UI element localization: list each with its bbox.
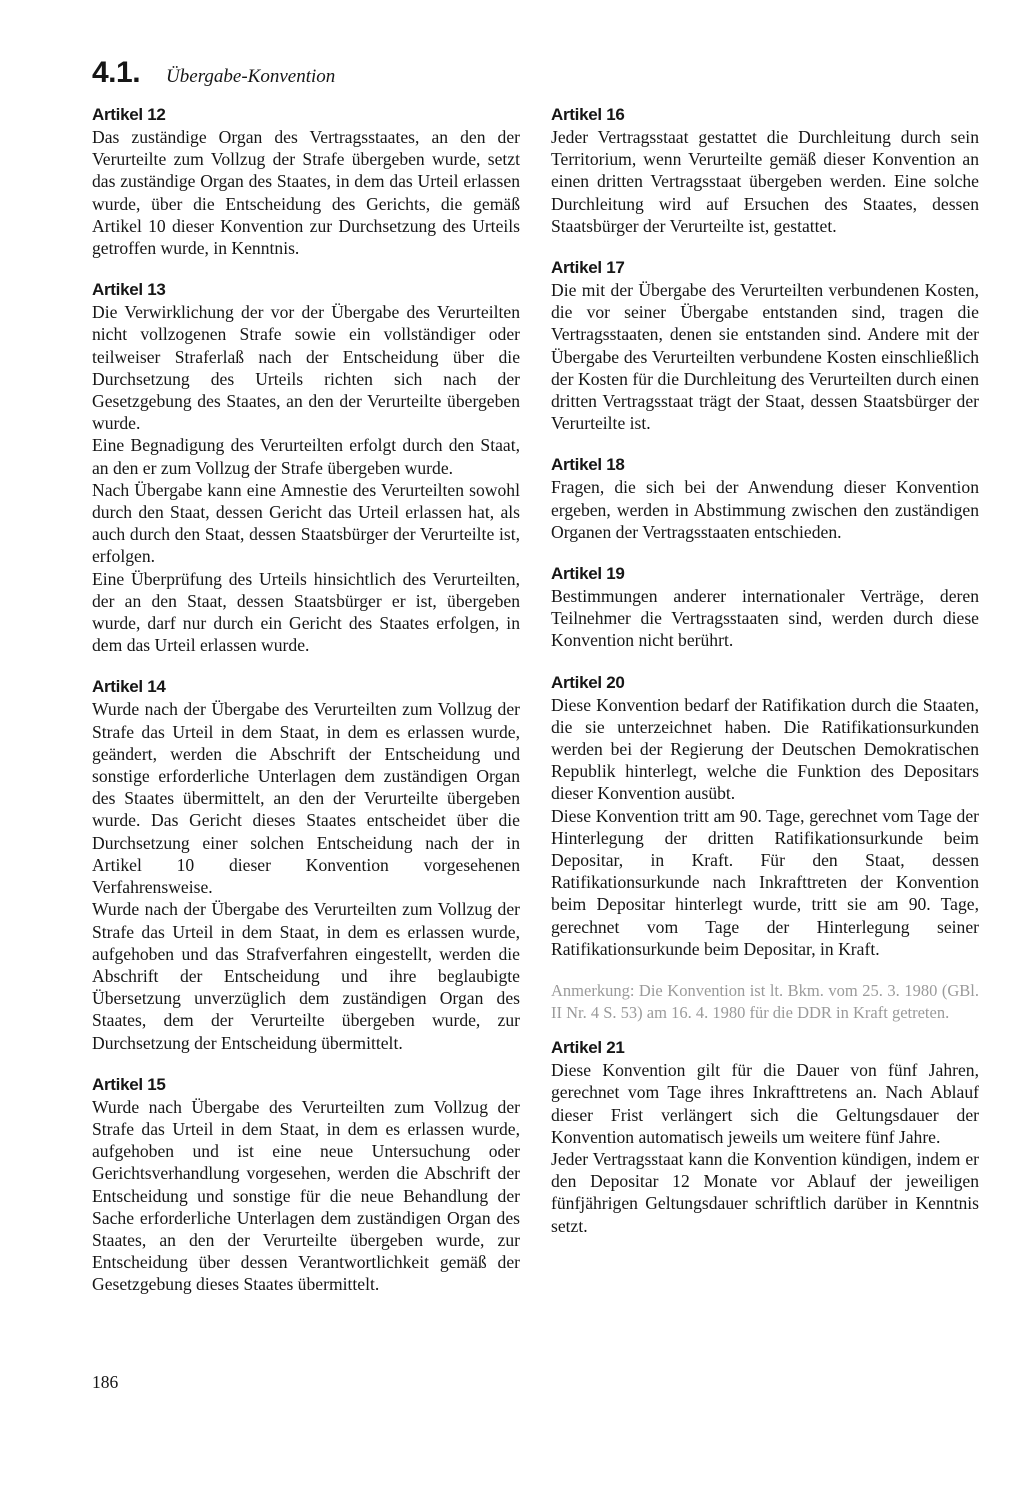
article-paragraph: Jeder Vertragsstaat kann die Konvention kündigen, indem er den Depositar 12 Monate vor Ablauf der jeweiligen fünfjährigen Geltungsdauer schriftlich darüber in Kenntnis setzt.: [551, 1148, 979, 1236]
article-paragraph: Die mit der Übergabe des Verurteilten verbundenen Kosten, die vor seiner Übergabe entstanden sind, tragen die Vertragsstaaten, denen sie entstanden sind. Andere mit der Übergabe des Verurteilten verbundene Kosten einschließlich der Kosten für die Durchleitung des Verurteilten durch einen dritten Vertragsstaat trägt der Staat, dessen Staatsbürger der Verurteilte ist.: [551, 280, 979, 434]
chapter-number: 4.1.: [92, 56, 141, 89]
chapter-title: Übergabe-Konvention: [166, 66, 336, 87]
article-paragraph: Wurde nach der Übergabe des Verurteilten zum Vollzug der Strafe das Urteil in dem Staat, in dem es erlassen wurde, geändert, werden die Abschrift der Entscheidung und sonstige erforderliche Unterlagen dem zuständigen Organ des Staates übermittelt, an den der Verurteilte übergeben wurde. Das Gericht dieses Staates entscheidet über die Durchsetzung einer solchen Entscheidung nach der in Artikel 10 dieser Konvention vorgesehenen Verfahrensweise.: [92, 699, 520, 898]
article-18: [551, 454, 979, 543]
article-paragraph: Eine Überprüfung des Urteils hinsichtlich des Verurteilten, der an den Staat, dessen Staatsbürger er ist, übergeben wurde, darf nur durch ein Gericht des Staates erfolgen, in dem das Urteil erlassen wurde.: [92, 568, 520, 656]
article-16: [551, 104, 979, 237]
article-heading: Artikel 13: [92, 280, 166, 300]
article-19: [551, 563, 979, 652]
article-heading: Artikel 15: [92, 1074, 166, 1094]
article-paragraph: Jeder Vertragsstaat gestattet die Durchleitung durch sein Territorium, wenn Verurteilte gemäß dieser Konvention an einen dritten Vertragsstaat übergeben werden. Eine solche Durchleitung wird auf Ersuchen des Staates, dessen Staatsbürger der Verurteilte ist, gestattet.: [551, 127, 979, 236]
article-paragraph: Wurde nach der Übergabe des Verurteilten zum Vollzug der Strafe das Urteil in dem Staat, in dem es erlassen wurde, aufgehoben und das Strafverfahren eingestellt, werden die Abschrift der Entscheidung und ihre beglaubigte Übersetzung unverzüglich dem zuständigen Organ des Staates, dem der Verurteilte übergeben wurde, zur Durchsetzung der Entscheidung übermittelt.: [92, 899, 520, 1053]
article-paragraph: Nach Übergabe kann eine Amnestie des Verurteilten sowohl durch den Staat, dessen Gericht das Urteil erlassen hat, als auch durch den Staat, dessen Staatsbürger der Verurteilte ist, erfolgen.: [92, 479, 520, 567]
article-paragraph: Das zuständige Organ des Vertragsstaates, an den der Verurteilte zum Vollzug der Strafe übergeben wurde, setzt das zuständige Organ des Staates, in dem das Urteil erlassen wurde, über die Entscheidung des Gerichts, die gemäß Artikel 10 dieser Konvention zur Durchsetzung des Urteils getroffen wurde, in Kenntnis.: [92, 127, 520, 259]
page-header: [92, 56, 335, 90]
article-20: [551, 672, 979, 960]
article-heading: Artikel 21: [551, 1038, 625, 1058]
article-12: [92, 104, 520, 259]
article-paragraph: Diese Konvention gilt für die Dauer von fünf Jahren, gerechnet vom Tage ihres Inkrafttretens an. Nach Ablauf dieser Frist verlängert sich die Geltungsdauer der Konvention automatisch jeweils um weitere fünf Jahre.: [551, 1060, 979, 1147]
article-heading: Artikel 19: [551, 564, 625, 584]
article-heading: Artikel 16: [551, 105, 625, 124]
left-column: [92, 104, 520, 1316]
article-heading: Artikel 18: [551, 455, 625, 475]
article-paragraph: Die Verwirklichung der vor der Übergabe des Verurteilten nicht vollzogenen Strafe sowie ein vollständiger oder teilweiser Straferlaß nach der Entscheidung über die Durchsetzung des Urteils richten sich nach der Gesetzgebung des Staates, an den der Verurteilte übergeben wurde.: [92, 302, 520, 434]
article-17: [551, 257, 979, 434]
article-13: [92, 279, 520, 656]
article-heading: Artikel 20: [551, 672, 625, 692]
article-14: [92, 676, 520, 1053]
page-number: 186: [92, 1372, 119, 1392]
article-paragraph: Diese Konvention tritt am 90. Tage, gerechnet vom Tage der Hinterlegung der dritten Ratifikationsurkunde beim Depositar, in Kraft. Für den Staat, dessen Ratifikationsurkunde nach Inkrafttreten der Konvention beim Depositar hinterlegt wurde, tritt sie am 90. Tage, gerechnet vom Tage der Hinterlegung seiner Ratifikationsurkunde beim Depositar, in Kraft.: [551, 805, 979, 959]
article-paragraph: Fragen, die sich bei der Anwendung dieser Konvention ergeben, werden in Abstimmung zwischen den zuständigen Organen der Vertragsstaaten entschieden.: [551, 477, 979, 542]
article-paragraph: Eine Begnadigung des Verurteilten erfolgt durch den Staat, an den er zum Vollzug der Strafe übergeben wurde.: [92, 435, 520, 478]
article-heading: Artikel 14: [92, 677, 166, 697]
article-paragraph: Bestimmungen anderer internationaler Verträge, deren Teilnehmer die Vertragsstaaten sind, werden durch diese Konvention nicht berührt.: [551, 586, 979, 651]
article-15: [92, 1074, 520, 1296]
article-paragraph: Wurde nach Übergabe des Verurteilten zum Vollzug der Strafe das Urteil in dem Staat, in dem es erlassen wurde, aufgehoben und ist eine neue Untersuchung oder Gerichtsverhandlung vorgesehen, werden die Abschrift der Entscheidung und sonstige für die neue Behandlung der Sache erforderliche Unterlagen dem zuständigen Organ des Staates, an den der Verurteilte übergeben wurde, zur Entscheidung über dessen Verantwortlichkeit gemäß der Gesetzgebung dieses Staates übermittelt.: [92, 1096, 520, 1295]
article-heading: Artikel 12: [92, 105, 166, 124]
article-21: [551, 1037, 979, 1237]
article-paragraph: Diese Konvention bedarf der Ratifikation durch die Staaten, die sie unterzeichnet haben. Die Ratifikationsurkunden werden bei der Regierung der Deutschen Demokratischen Republik hinterlegt, welche die Funktion des Depositars dieser Konvention ausübt.: [551, 694, 979, 804]
right-column: [551, 104, 979, 1257]
article-heading: Artikel 17: [551, 258, 625, 278]
annotation-note: Anmerkung: Die Konvention ist lt. Bkm. vom 25. 3. 1980 (GBl. II Nr. 4 S. 53) am 16. 4. 1980 für die DDR in Kraft getreten.: [551, 981, 979, 1022]
